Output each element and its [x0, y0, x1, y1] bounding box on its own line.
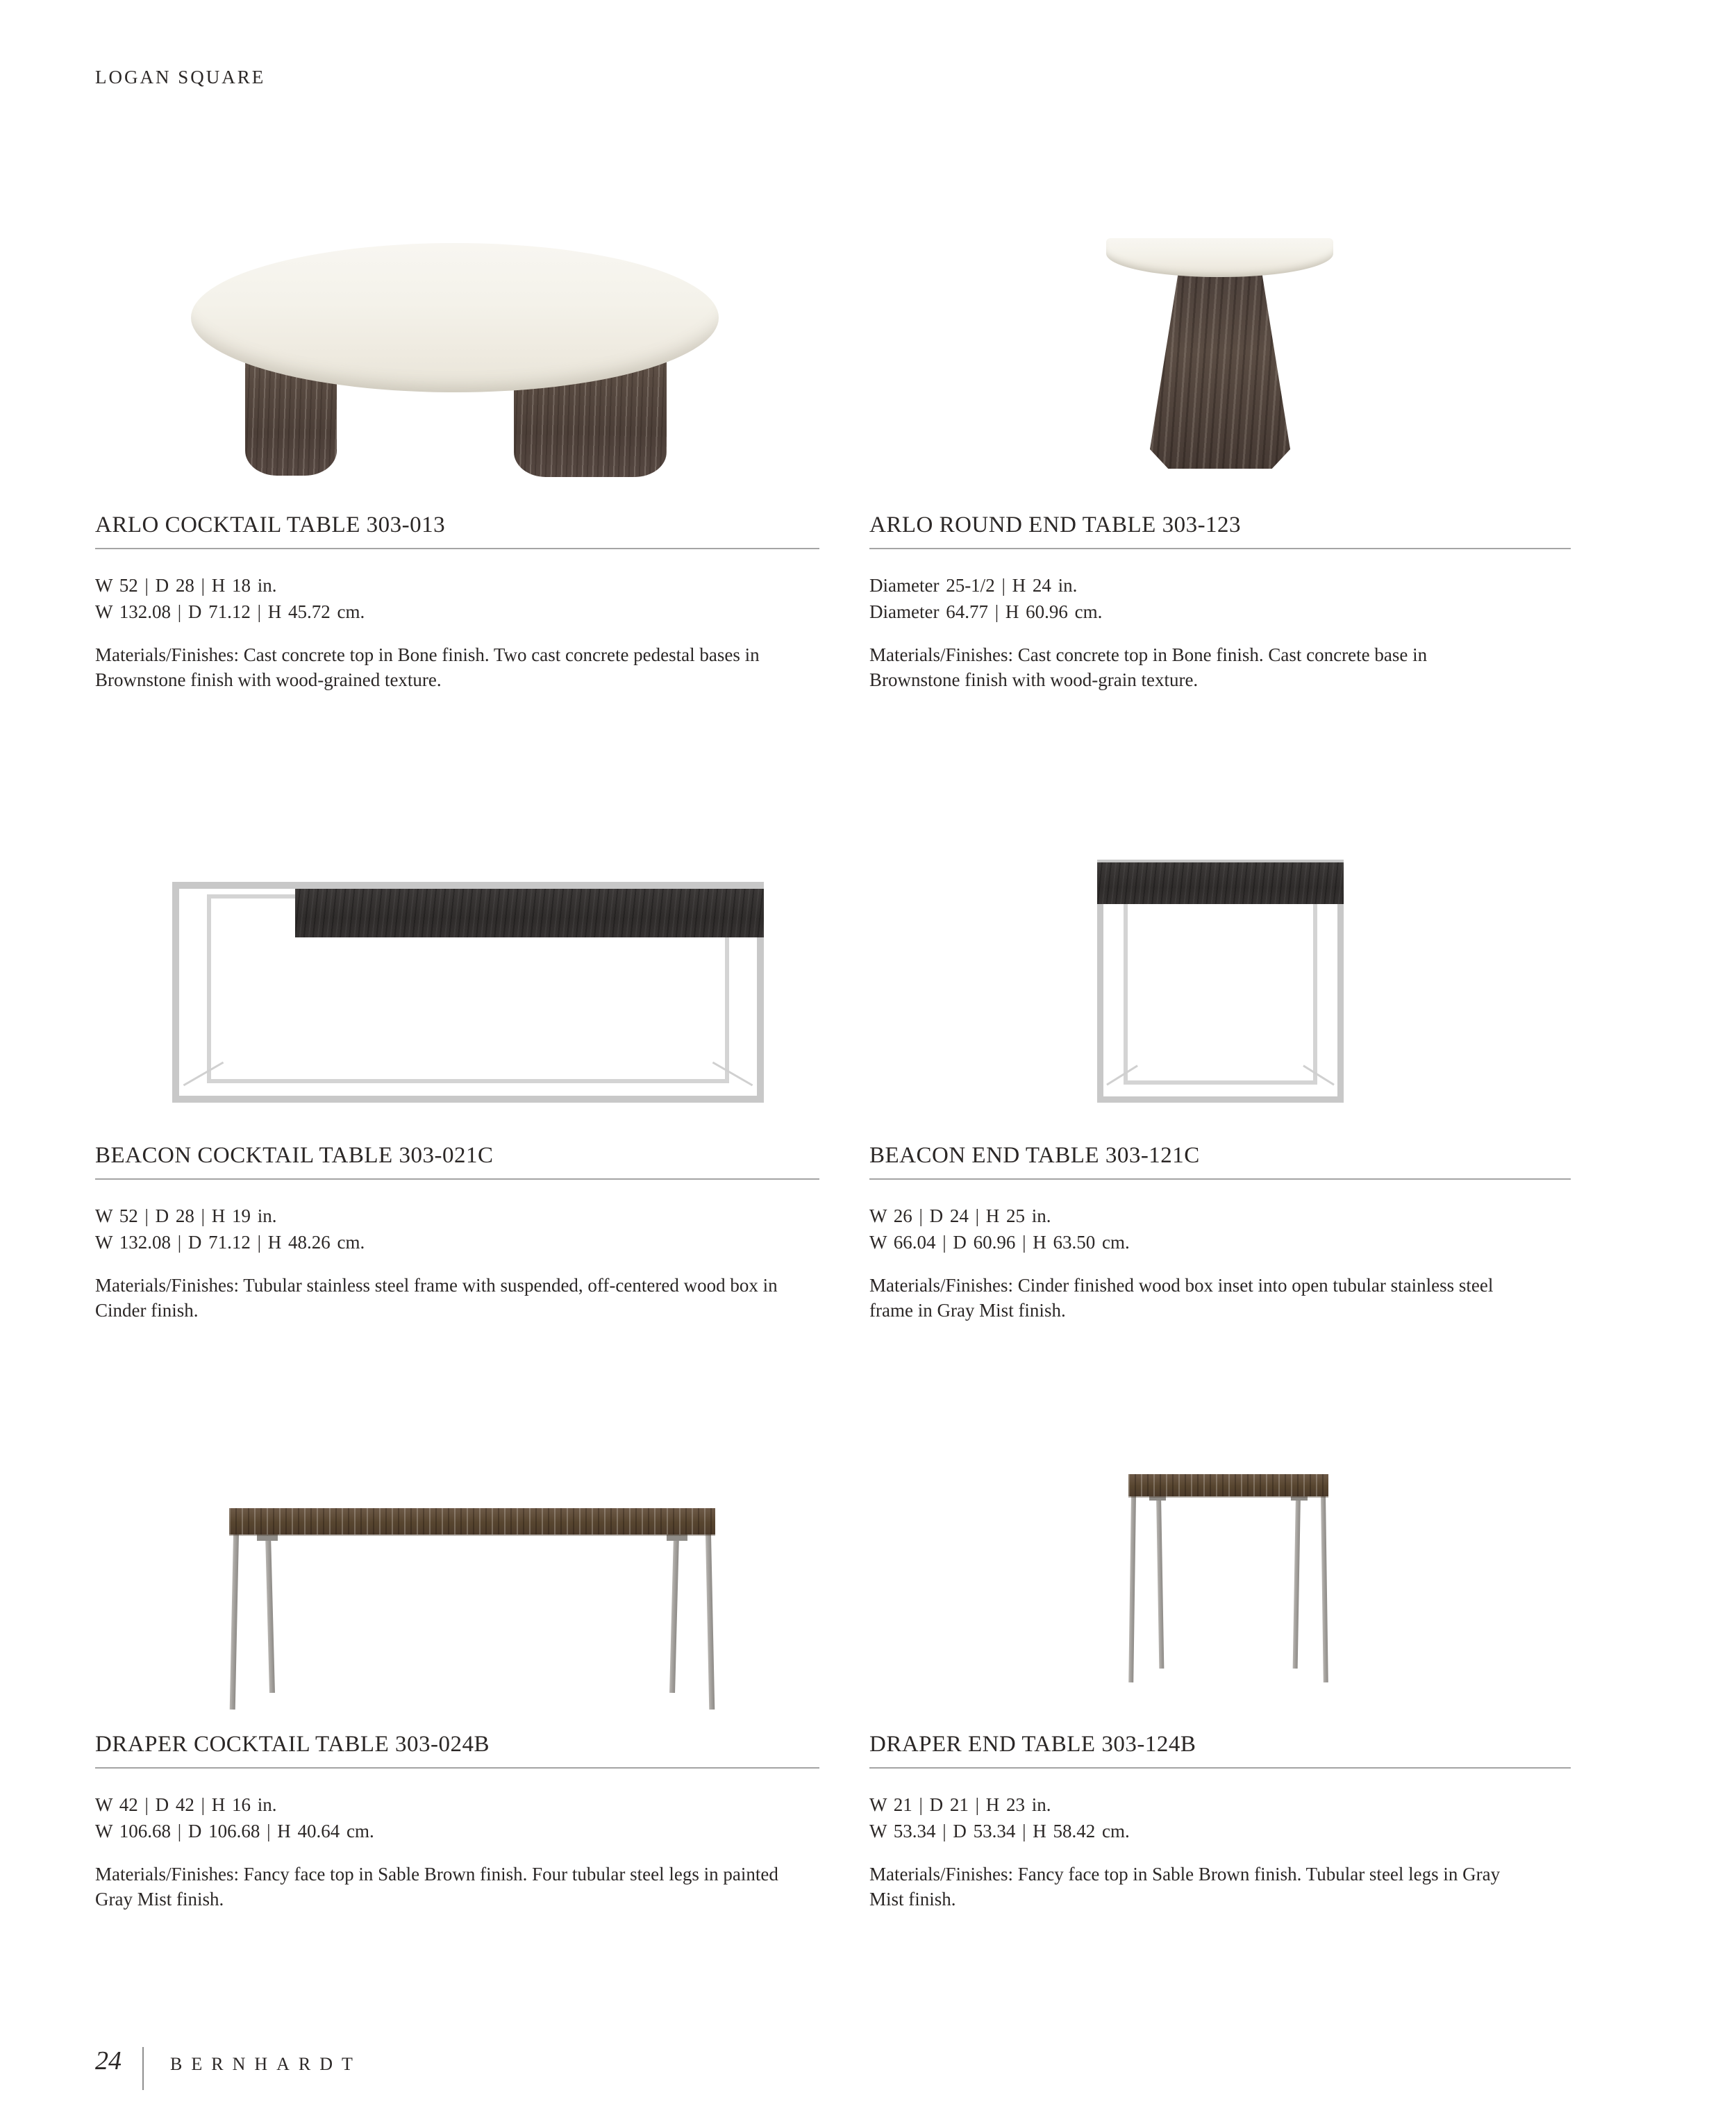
- title-rule: [869, 548, 1571, 549]
- title-rule: [95, 1178, 819, 1180]
- collection-title: LOGAN SQUARE: [95, 67, 266, 87]
- footer-divider: [142, 2047, 144, 2090]
- draper-cocktail-table-image: [229, 1508, 715, 1713]
- dimensions-inches: W 21 | D 21 | H 23 in.: [869, 1794, 1051, 1815]
- product-title: DRAPER COCKTAIL TABLE 303-024B: [95, 1732, 490, 1757]
- dimensions-inches: Diameter 25-1/2 | H 24 in.: [869, 575, 1078, 596]
- beacon-end-table-image: [1097, 860, 1344, 1103]
- table-leg-inner-left: [1156, 1495, 1164, 1669]
- title-rule: [95, 548, 819, 549]
- product-title: BEACON END TABLE 303-121C: [869, 1143, 1200, 1168]
- product-title: DRAPER END TABLE 303-124B: [869, 1732, 1196, 1757]
- materials-description: Materials/Finishes: Cinder finished wood box inset into open tubular stainless steel frame in Gray Mist finish.: [869, 1275, 1494, 1321]
- table-leg-outer-left: [230, 1535, 239, 1710]
- product-title: ARLO ROUND END TABLE 303-123: [869, 512, 1242, 537]
- product-card-arlo-round-end: [869, 512, 1571, 692]
- leg-bracket-left: [257, 1535, 278, 1541]
- leg-bracket-right: [667, 1535, 687, 1541]
- materials-description: Materials/Finishes: Cast concrete top in Bone finish. Cast concrete base in Brownstone finish with wood-grain texture.: [869, 644, 1428, 690]
- dimensions-cm: W 53.34 | D 53.34 | H 58.42 cm.: [869, 1821, 1130, 1841]
- arlo-round-end-table-image: [1106, 238, 1335, 474]
- table-leg-inner-right: [669, 1535, 679, 1693]
- oval-concrete-top: [191, 243, 719, 392]
- beacon-cocktail-table-image: [172, 882, 764, 1103]
- dimensions-cm: W 66.04 | D 60.96 | H 63.50 cm.: [869, 1232, 1130, 1253]
- product-card-beacon-end: [869, 1142, 1571, 1323]
- dimensions-inches: W 26 | D 24 | H 25 in.: [869, 1205, 1051, 1226]
- dimensions-cm: W 106.68 | D 106.68 | H 40.64 cm.: [95, 1821, 374, 1841]
- title-rule: [95, 1767, 819, 1769]
- dimensions-inches: W 52 | D 28 | H 18 in.: [95, 575, 277, 596]
- table-leg-inner-right: [1293, 1495, 1301, 1669]
- title-rule: [869, 1178, 1571, 1180]
- dimensions-cm: W 132.08 | D 71.12 | H 48.26 cm.: [95, 1232, 365, 1253]
- product-card-arlo-cocktail: [95, 512, 819, 692]
- cone-pedestal-base: [1150, 274, 1290, 469]
- table-leg-inner-left: [265, 1535, 275, 1693]
- title-rule: [869, 1767, 1571, 1769]
- table-leg-outer-left: [1128, 1495, 1136, 1682]
- wood-plank-top: [229, 1508, 715, 1535]
- wood-plank-top: [1128, 1474, 1328, 1496]
- product-card-draper-end: [869, 1731, 1571, 1912]
- materials-description: Materials/Finishes: Tubular stainless steel frame with suspended, off-centered wood box in Cinder finish.: [95, 1275, 778, 1321]
- dimensions-inches: W 42 | D 42 | H 16 in.: [95, 1794, 277, 1815]
- round-concrete-top: [1106, 238, 1333, 277]
- suspended-wood-box: [295, 889, 764, 937]
- materials-description: Materials/Finishes: Fancy face top in Sable Brown finish. Tubular steel legs in Gray Mist finish.: [869, 1864, 1501, 1910]
- product-card-draper-cocktail: [95, 1731, 819, 1912]
- arlo-cocktail-table-image: [191, 240, 722, 479]
- materials-description: Materials/Finishes: Cast concrete top in Bone finish. Two cast concrete pedestal bases in Brownstone finish with wood-grained texture.: [95, 644, 760, 690]
- product-title: ARLO COCKTAIL TABLE 303-013: [95, 512, 446, 537]
- dimensions-cm: W 132.08 | D 71.12 | H 45.72 cm.: [95, 601, 365, 622]
- product-title: BEACON COCKTAIL TABLE 303-021C: [95, 1143, 494, 1168]
- table-leg-outer-right: [706, 1535, 715, 1710]
- product-card-beacon-cocktail: [95, 1142, 819, 1323]
- draper-end-table-image: [1128, 1474, 1328, 1688]
- dimensions-inches: W 52 | D 28 | H 19 in.: [95, 1205, 277, 1226]
- materials-description: Materials/Finishes: Fancy face top in Sable Brown finish. Four tubular steel legs in painted Gray Mist finish.: [95, 1864, 778, 1910]
- dimensions-cm: Diameter 64.77 | H 60.96 cm.: [869, 601, 1103, 622]
- table-leg-outer-right: [1321, 1495, 1328, 1682]
- inset-wood-box: [1097, 862, 1344, 904]
- brand-name: BERNHARDT: [170, 2054, 362, 2074]
- page-number: 24: [95, 2046, 122, 2075]
